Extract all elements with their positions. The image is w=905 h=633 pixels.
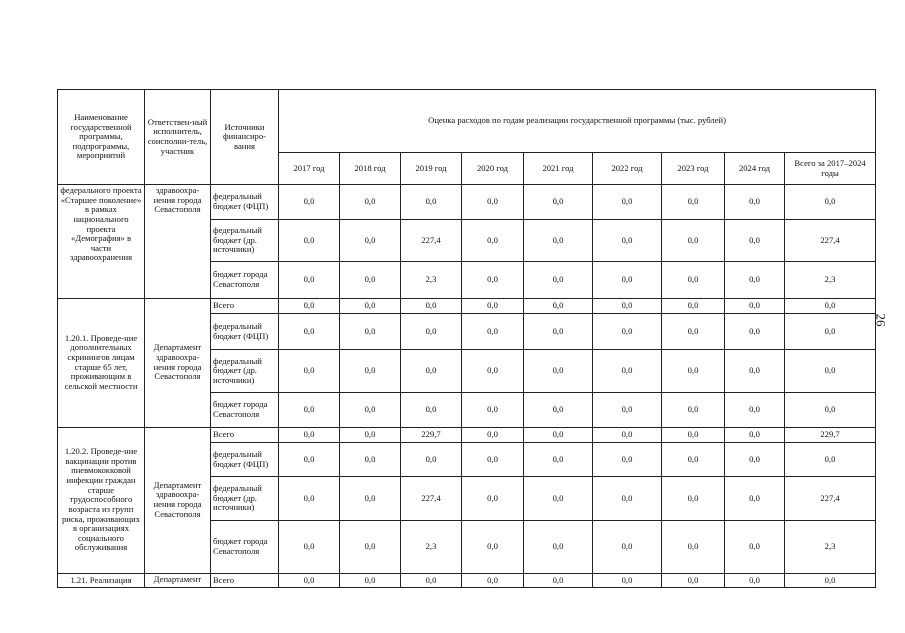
year-value-cell: 0,0 [593, 427, 662, 442]
year-value-cell: 0,0 [462, 477, 524, 521]
year-value-cell: 0,0 [725, 262, 785, 299]
year-value-cell: 0,0 [401, 442, 462, 477]
total-value-cell: 0,0 [785, 573, 876, 587]
year-value-cell: 0,0 [462, 573, 524, 587]
year-value-cell: 2,3 [401, 262, 462, 299]
year-value-cell: 0,0 [279, 520, 340, 573]
total-value-cell: 0,0 [785, 442, 876, 477]
header-year: 2017 год [279, 153, 340, 185]
year-value-cell: 0,0 [593, 520, 662, 573]
header-year: 2019 год [401, 153, 462, 185]
year-value-cell: 0,0 [593, 185, 662, 220]
year-value-cell: 0,0 [462, 262, 524, 299]
year-value-cell: 0,0 [340, 185, 401, 220]
header-year: Всего за 2017–2024 годы [785, 153, 876, 185]
year-value-cell: 0,0 [462, 313, 524, 350]
year-value-cell: 0,0 [340, 262, 401, 299]
header-name: Наименование государственной программы, подпрограммы, мероприятий [58, 90, 145, 185]
year-value-cell: 0,0 [524, 298, 593, 313]
year-value-cell: 0,0 [662, 573, 725, 587]
year-value-cell: 0,0 [593, 313, 662, 350]
total-value-cell: 2,3 [785, 520, 876, 573]
year-value-cell: 0,0 [340, 313, 401, 350]
year-value-cell: 0,0 [401, 185, 462, 220]
table-row [58, 427, 876, 442]
year-value-cell: 227,4 [401, 477, 462, 521]
total-value-cell: 227,4 [785, 477, 876, 521]
year-value-cell: 0,0 [593, 350, 662, 393]
year-value-cell: 0,0 [340, 520, 401, 573]
year-value-cell: 0,0 [279, 350, 340, 393]
responsible-executor: здравоохра-нения города Севастополя [145, 185, 211, 299]
funding-source: Всего [211, 298, 279, 313]
year-value-cell: 0,0 [524, 262, 593, 299]
year-value-cell: 0,0 [725, 520, 785, 573]
funding-source: федеральный бюджет (др. источники) [211, 350, 279, 393]
budget-table [57, 89, 876, 588]
funding-source: Всего [211, 427, 279, 442]
year-value-cell: 0,0 [725, 393, 785, 428]
year-value-cell: 0,0 [662, 219, 725, 262]
funding-source: бюджет города Севастополя [211, 393, 279, 428]
year-value-cell: 0,0 [725, 350, 785, 393]
year-value-cell: 0,0 [725, 185, 785, 220]
year-value-cell: 0,0 [593, 477, 662, 521]
total-value-cell: 0,0 [785, 313, 876, 350]
year-value-cell: 0,0 [279, 219, 340, 262]
year-value-cell: 0,0 [462, 427, 524, 442]
activity-name: 1.21. Реализация [58, 573, 145, 587]
header-estimate: Оценка расходов по годам реализации государственной программы (тыс. рублей) [279, 90, 876, 153]
year-value-cell: 0,0 [662, 442, 725, 477]
year-value-cell: 0,0 [524, 477, 593, 521]
year-value-cell: 0,0 [279, 185, 340, 220]
year-value-cell: 0,0 [593, 219, 662, 262]
year-value-cell: 0,0 [524, 427, 593, 442]
year-value-cell: 0,0 [340, 573, 401, 587]
funding-source: бюджет города Севастополя [211, 520, 279, 573]
activity-name: федерального проекта «Старшее поколение» в рамках национального проекта «Демография» в части здравоохранения [58, 185, 145, 299]
year-value-cell: 0,0 [462, 350, 524, 393]
year-value-cell: 0,0 [662, 427, 725, 442]
year-value-cell: 0,0 [279, 393, 340, 428]
total-value-cell: 2,3 [785, 262, 876, 299]
responsible-executor: Департамент здравоохра-нения города Севастополя [145, 427, 211, 573]
year-value-cell: 0,0 [524, 442, 593, 477]
year-value-cell: 0,0 [340, 219, 401, 262]
year-value-cell: 0,0 [662, 477, 725, 521]
year-value-cell: 0,0 [340, 477, 401, 521]
funding-source: бюджет города Севастополя [211, 262, 279, 299]
year-value-cell: 0,0 [662, 350, 725, 393]
total-value-cell: 229,7 [785, 427, 876, 442]
header-sources: Источники финансиро-вания [211, 90, 279, 185]
year-value-cell: 0,0 [279, 477, 340, 521]
funding-source: федеральный бюджет (ФЦП) [211, 185, 279, 220]
year-value-cell: 0,0 [725, 313, 785, 350]
funding-source: Всего [211, 573, 279, 587]
header-year: 2020 год [462, 153, 524, 185]
year-value-cell: 0,0 [524, 313, 593, 350]
year-value-cell: 0,0 [462, 393, 524, 428]
year-value-cell: 0,0 [524, 573, 593, 587]
year-value-cell: 0,0 [279, 262, 340, 299]
year-value-cell: 0,0 [279, 313, 340, 350]
header-year: 2018 год [340, 153, 401, 185]
year-value-cell: 0,0 [662, 313, 725, 350]
year-value-cell: 0,0 [462, 185, 524, 220]
activity-name: 1.20.2. Проведе-ние вакцинации против пневмококковой инфекции граждан старше трудоспособного возраста из групп риска, проживающих в организациях социального обслуживания [58, 427, 145, 573]
header-year: 2024 год [725, 153, 785, 185]
year-value-cell: 0,0 [524, 219, 593, 262]
year-value-cell: 0,0 [462, 219, 524, 262]
year-value-cell: 0,0 [340, 427, 401, 442]
year-value-cell: 0,0 [593, 298, 662, 313]
header-year: 2023 год [662, 153, 725, 185]
header-year: 2022 год [593, 153, 662, 185]
responsible-executor: Департамент [145, 573, 211, 587]
year-value-cell: 0,0 [524, 393, 593, 428]
year-value-cell: 0,0 [462, 520, 524, 573]
total-value-cell: 227,4 [785, 219, 876, 262]
year-value-cell: 0,0 [593, 442, 662, 477]
year-value-cell: 0,0 [462, 442, 524, 477]
year-value-cell: 0,0 [340, 298, 401, 313]
year-value-cell: 0,0 [462, 298, 524, 313]
year-value-cell: 0,0 [279, 442, 340, 477]
header-year: 2021 год [524, 153, 593, 185]
table-row [58, 185, 876, 220]
year-value-cell: 229,7 [401, 427, 462, 442]
total-value-cell: 0,0 [785, 350, 876, 393]
table-row [58, 298, 876, 313]
year-value-cell: 0,0 [725, 219, 785, 262]
year-value-cell: 227,4 [401, 219, 462, 262]
funding-source: федеральный бюджет (др. источники) [211, 477, 279, 521]
year-value-cell: 0,0 [725, 298, 785, 313]
year-value-cell: 0,0 [725, 442, 785, 477]
year-value-cell: 0,0 [401, 573, 462, 587]
year-value-cell: 0,0 [524, 185, 593, 220]
activity-name: 1.20.1. Проведе-ние дополнительных скринингов лицам старше 65 лет, проживающим в сельской местности [58, 298, 145, 427]
year-value-cell: 0,0 [340, 393, 401, 428]
year-value-cell: 0,0 [662, 262, 725, 299]
year-value-cell: 0,0 [662, 298, 725, 313]
header-responsible: Ответствен-ный исполнитель, соисполни-тель, участник [145, 90, 211, 185]
table-row [58, 573, 876, 587]
total-value-cell: 0,0 [785, 393, 876, 428]
year-value-cell: 0,0 [340, 350, 401, 393]
responsible-executor: Департамент здравоохра-нения города Севастополя [145, 298, 211, 427]
year-value-cell: 0,0 [725, 427, 785, 442]
year-value-cell: 0,0 [662, 520, 725, 573]
year-value-cell: 0,0 [725, 477, 785, 521]
year-value-cell: 0,0 [401, 350, 462, 393]
year-value-cell: 0,0 [279, 427, 340, 442]
year-value-cell: 0,0 [662, 185, 725, 220]
year-value-cell: 0,0 [279, 298, 340, 313]
year-value-cell: 0,0 [725, 573, 785, 587]
year-value-cell: 0,0 [593, 393, 662, 428]
funding-source: федеральный бюджет (ФЦП) [211, 313, 279, 350]
total-value-cell: 0,0 [785, 298, 876, 313]
year-value-cell: 2,3 [401, 520, 462, 573]
year-value-cell: 0,0 [662, 393, 725, 428]
year-value-cell: 0,0 [401, 393, 462, 428]
year-value-cell: 0,0 [593, 573, 662, 587]
year-value-cell: 0,0 [593, 262, 662, 299]
year-value-cell: 0,0 [401, 313, 462, 350]
table-body [58, 185, 876, 588]
year-value-cell: 0,0 [524, 350, 593, 393]
funding-source: федеральный бюджет (ФЦП) [211, 442, 279, 477]
table-header [58, 90, 876, 185]
page-number: 26 [873, 313, 889, 327]
total-value-cell: 0,0 [785, 185, 876, 220]
year-value-cell: 0,0 [401, 298, 462, 313]
year-value-cell: 0,0 [524, 520, 593, 573]
year-value-cell: 0,0 [340, 442, 401, 477]
funding-source: федеральный бюджет (др. источники) [211, 219, 279, 262]
year-value-cell: 0,0 [279, 573, 340, 587]
